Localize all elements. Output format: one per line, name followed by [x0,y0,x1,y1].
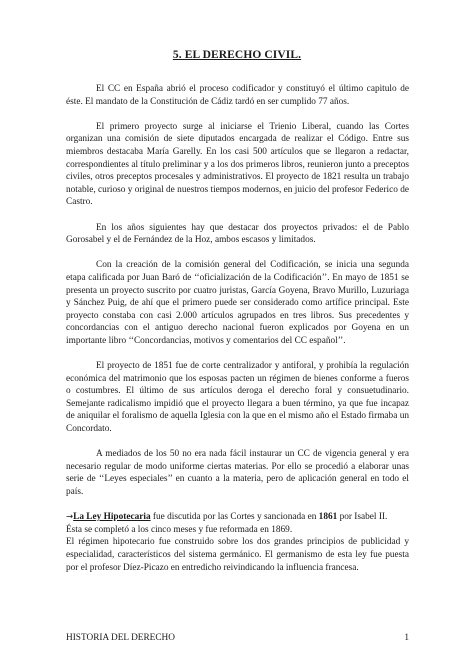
paragraph-leyes-especiales: A mediados de los 50 no era nada fácil instaurar un CC de vigencia general y era necesario regular de modo uniforme ciertas materias. Por ello se procedió a elaborar unas serie de ‘‘Leyes especiales’’ en cuanto a la materia, pero de aplicación general en todo el país. [66,449,409,497]
paragraph-trienio-liberal: El primero proyecto surge al iniciarse el Trienio Liberal, cuando las Cortes organizan una comisión de siete diputados encargada de realizar el Código. Entre sus miembros destacaba María Garelly. En los casi 500 artículos que se llegaron a redactar, correspondientes al título preliminar y a los dos primeros libros, reunieron junto a preceptos civiles, otros preceptos procesales y administrativos. El proyecto de 1821 resulta un trabajo notable, curioso y original de nuestros tiempos modernos, en juicio del profesor Federico de Castro. [66,121,409,208]
paragraph-proyectos-privados: En los años siguientes hay que destacar dos proyectos privados: el de Pablo Gorosabel y el de Fernández de la Hoz, ambos escasos y limitados. [66,222,409,246]
ley-hipotecaria-heading: La Ley Hipotecaria [73,512,151,523]
ley-year: 1861 [318,512,338,523]
paragraph-intro: El CC en España abrió el proceso codificador y constituyó el último capitulo de éste. El mandato de la Constitución de Cádiz tardó en ser cumplido 77 años. [66,84,409,107]
paragraph-comision-general: Con la creación de la comisión general del Codificación, se inicia una segunda etapa calificada por Juan Baró de ‘‘oficialización de la Codificación’’. En mayo de 1851 se presenta un proyecto suscrito por cuatro juristas, García Goyena, Bravo Murillo, Luzuriaga y Sánchez Puig, de ahí que el primero puede ser considerado como artífice principal. Este proyecto constaba con casi 2.000 artículos agrupados en tres libros. Sus precedentes y concordancias con el antiguo derecho nacional fueron explicados por Goyena en un importante libro ‘‘Concordancias, motivos y comentarios del CC español’’. [66,260,409,346]
document-body [66,83,409,574]
paragraph-proyecto-1851: El proyecto de 1851 fue de corte centralizador y antiforal, y prohibía la regulación económica del matrimonio que los esposas pacten un régimen de bienes conforme a fueros o costumbres. El último de sus artículos deroga el derecho foral y consuetudinario. Semejante radicalismo impidió que el proyecto llegara a buen término, ya que fue incapaz de aniquilar el foralismo de aquella Iglesia con la que en el mismo año el Estado firmaba un Concordato. [66,361,409,435]
ley-hipotecaria-block [66,511,409,524]
footer-course-title: HISTORIA DEL DERECHO [66,633,175,643]
arrow-right-icon: → [66,512,74,523]
page-footer [66,633,409,643]
ley-regimen-paragraph: El régimen hipotecario fue construido sobre los dos grandes principios de publicidad y especialidad, característicos del sistema germánico. El germanismo de esta ley fue puesta por el profesor Díez-Picazo en entredicho reivindicando la influencia francesa. [66,537,409,573]
footer-page-number: 1 [404,633,409,643]
page-title: 5. EL DERECHO CIVIL. [172,49,302,61]
ley-line1-end: por Isabel II. [337,512,388,523]
ley-reforma-line: Ésta se completó a los cinco meses y fue reformada en 1869. [66,524,293,535]
ley-line1-mid: fue discutida por las Cortes y sancionada en [150,512,319,523]
